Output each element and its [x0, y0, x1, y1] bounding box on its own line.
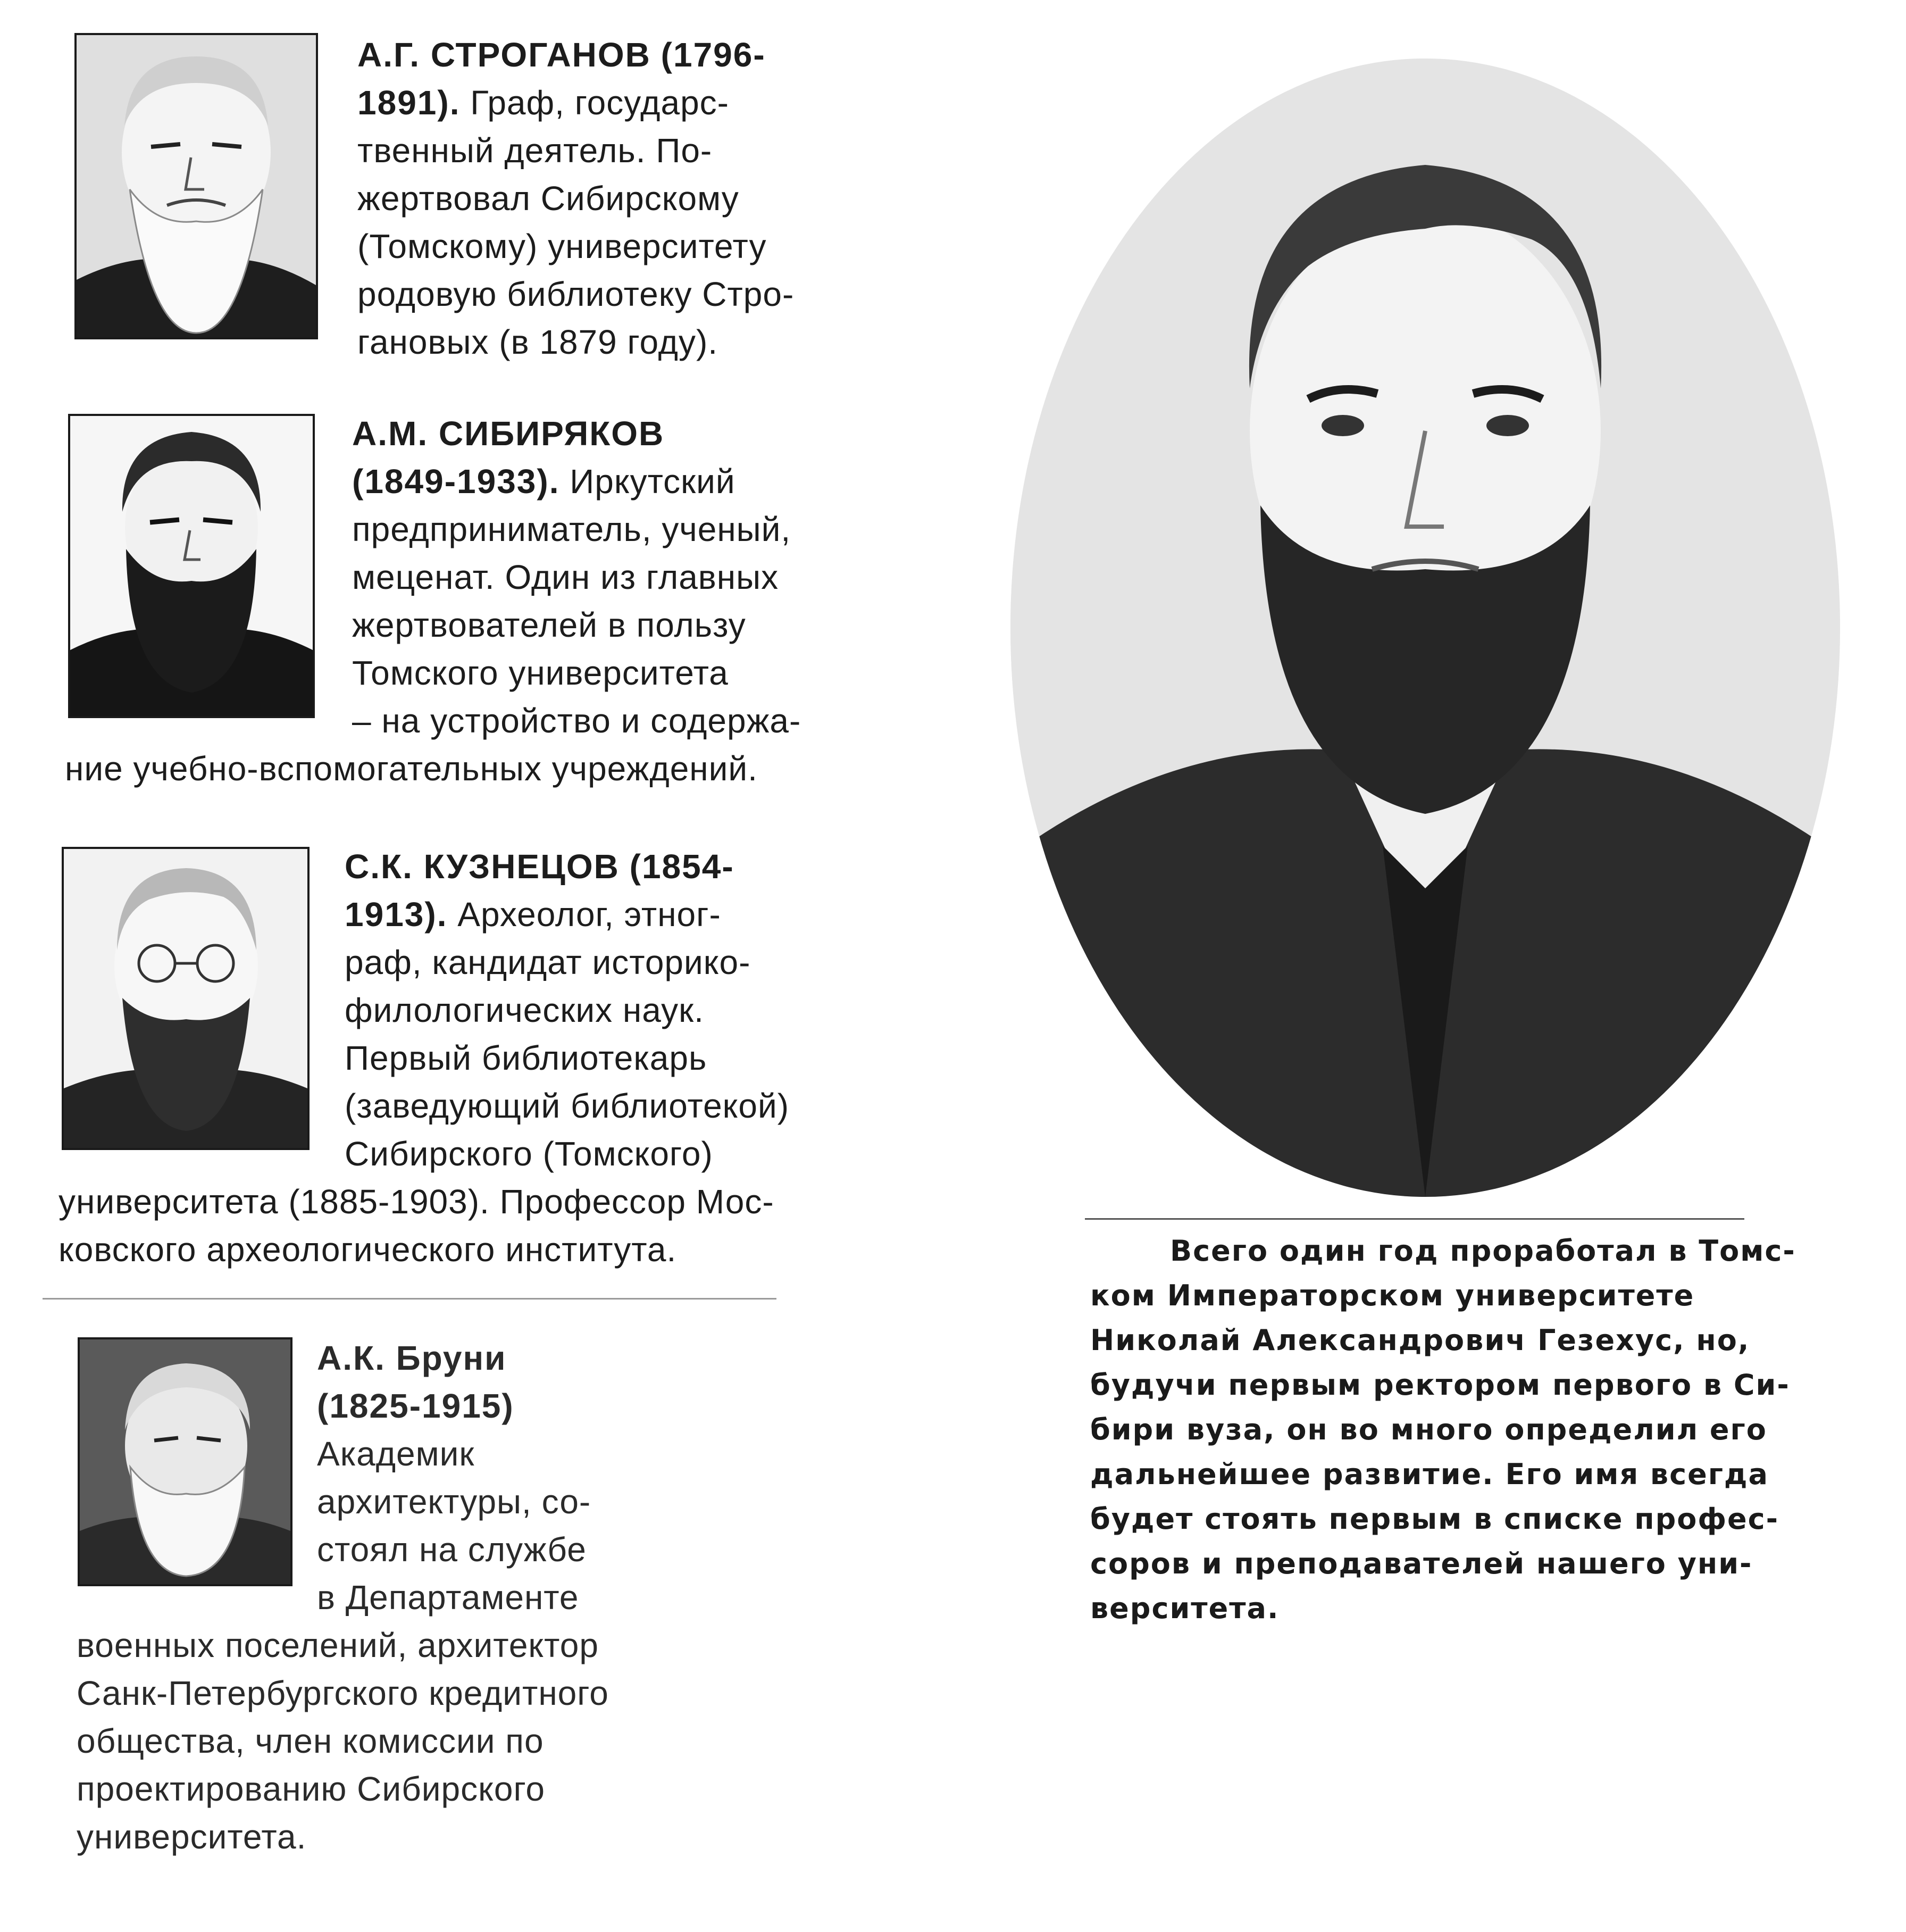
portrait-image	[77, 35, 316, 337]
bio-text: Академик	[317, 1435, 475, 1473]
bio-text: (Томскому) университету	[357, 227, 767, 265]
caption-line: бири вуза, он во много определил его	[1090, 1413, 1767, 1446]
bio-dates: 1913).	[345, 895, 448, 934]
bio-text: (заведующий библиотекой)	[345, 1087, 790, 1125]
caption-line: Николай Александрович Гезехус, но,	[1090, 1323, 1750, 1357]
bio-dates: (1854-	[629, 847, 734, 886]
bio-text: меценат. Один из главных	[352, 558, 779, 596]
bio-text: Граф, государс-	[470, 84, 729, 122]
bio-text: ковского археологического института.	[58, 1230, 677, 1269]
bio-dates: (1796-	[661, 36, 766, 74]
bio-sibiryakov-continued	[65, 745, 758, 793]
bio-text: университета (1885-1903). Профессор Мос-	[58, 1182, 774, 1221]
bio-name: С.К. КУЗНЕЦОВ	[345, 847, 620, 886]
caption-line: Всего один год проработал в Томс-	[1170, 1234, 1796, 1268]
caption-line: верситета.	[1090, 1592, 1280, 1625]
bio-text: проектированию Сибирского	[77, 1770, 545, 1808]
bio-dates: (1849-1933).	[352, 462, 560, 501]
bio-name: А.К. Бруни	[317, 1339, 507, 1377]
portrait-bruni	[78, 1337, 292, 1586]
bio-text: предприниматель, ученый,	[352, 510, 791, 548]
bio-bruni	[317, 1334, 591, 1621]
portrait-image	[1010, 59, 1840, 1197]
bio-text: ние учебно-вспомогательных учреждений.	[65, 750, 758, 788]
bio-text: стоял на службе	[317, 1530, 587, 1569]
bio-kuznetsov-continued	[58, 1178, 774, 1273]
bio-name: А.М. СИБИРЯКОВ	[352, 414, 665, 453]
portrait-stroganov	[74, 33, 318, 339]
bio-bruni-continued	[77, 1621, 609, 1861]
caption-line: соров и преподавателей нашего уни-	[1090, 1547, 1753, 1580]
section-divider	[43, 1298, 776, 1300]
portrait-sibiryakov	[68, 414, 315, 718]
bio-text: архитектуры, со-	[317, 1483, 591, 1521]
bio-text: Иркутский	[570, 462, 735, 501]
caption-line: ком Императорском университете	[1090, 1279, 1695, 1312]
portrait-kuznetsov	[62, 847, 310, 1150]
bio-text: – на устройство и содержа-	[352, 702, 801, 740]
bio-kuznetsov	[345, 843, 789, 1178]
bio-text: Археолог, этног-	[457, 895, 721, 934]
bio-text: Сибирского (Томского)	[345, 1135, 713, 1173]
portrait-image	[70, 416, 313, 716]
bio-text: родовую библиотеку Стро-	[357, 275, 795, 313]
caption-line: дальнейшее развитие. Его имя всегда	[1090, 1458, 1769, 1491]
bio-stroganov	[357, 31, 794, 366]
caption-rule	[1085, 1218, 1744, 1220]
bio-text: гановых (в 1879 году).	[357, 323, 718, 361]
portrait-image	[64, 849, 307, 1148]
bio-text: жертвователей в пользу	[352, 606, 746, 644]
portrait-image	[80, 1339, 290, 1584]
bio-text: университета.	[77, 1818, 307, 1856]
bio-text: общества, член комиссии по	[77, 1722, 544, 1760]
caption-line: будет стоять первым в списке профес-	[1090, 1502, 1779, 1536]
bio-text: жертвовал Сибирскому	[357, 179, 739, 218]
bio-text: Томского университета	[352, 654, 729, 692]
bio-text: в Департаменте	[317, 1578, 579, 1617]
bio-text: филологических наук.	[345, 991, 704, 1029]
bio-text: Санк-Петербургского кредитного	[77, 1674, 609, 1712]
portrait-gezehus	[1010, 59, 1840, 1197]
portrait-caption	[1090, 1229, 1796, 1631]
bio-sibiryakov	[352, 410, 801, 745]
bio-dates: (1825-1915)	[317, 1387, 514, 1425]
caption-line: будучи первым ректором первого в Си-	[1090, 1368, 1790, 1402]
bio-dates: 1891).	[357, 84, 461, 122]
bio-text: твенный деятель. По-	[357, 131, 713, 170]
bio-text: военных поселений, архитектор	[77, 1626, 599, 1664]
bio-name: А.Г. СТРОГАНОВ	[357, 36, 651, 74]
bio-text: Первый библиотекарь	[345, 1039, 707, 1077]
bio-text: раф, кандидат историко-	[345, 943, 751, 981]
